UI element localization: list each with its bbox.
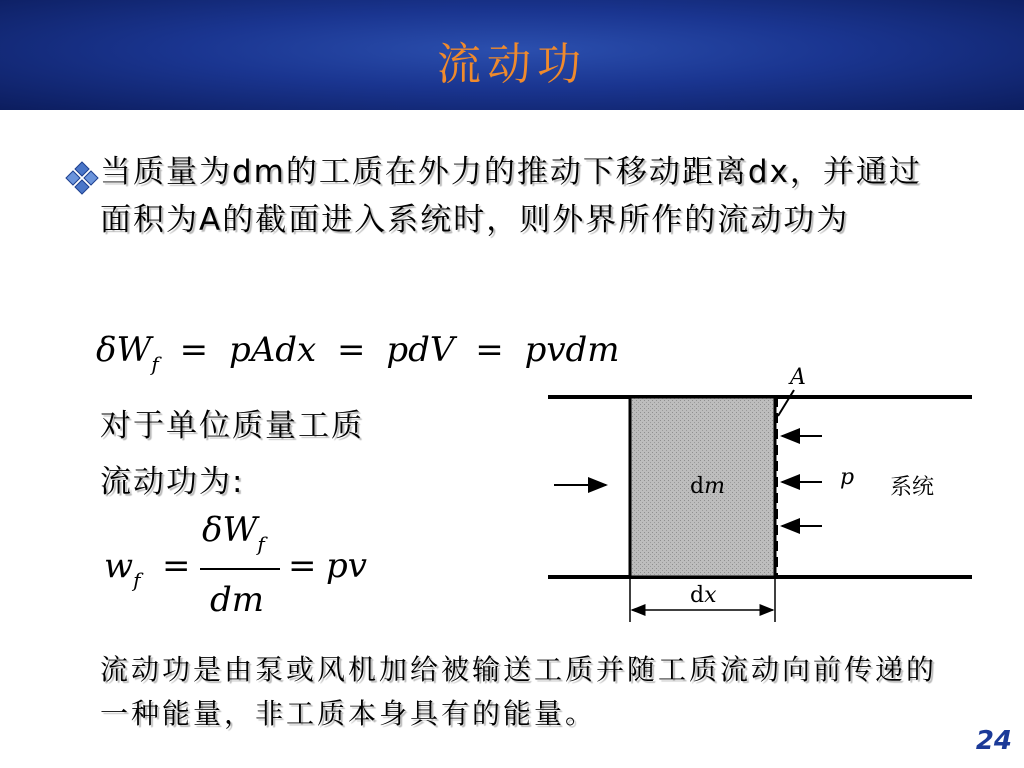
label-dm: dm — [690, 474, 725, 499]
flow-work-diagram — [540, 360, 980, 630]
equals-sign: = — [162, 546, 191, 586]
equals-sign: = — [475, 330, 504, 370]
formula2-denominator: dm — [210, 580, 265, 620]
formula2-numerator: δW — [202, 510, 258, 550]
page-number: 24 — [975, 726, 1012, 756]
formula-subscript-f: f — [151, 352, 159, 376]
unit-mass-text — [100, 398, 480, 510]
formula2-rhs: pv — [326, 546, 367, 586]
formula-term-pdv: pdV — [386, 330, 455, 370]
specific-flow-work-formula — [100, 510, 400, 620]
flow-work-explanation: 流动功是由泵或风机加给被输送工质并随工质流动向前传递的一种能量，非工质本身具有的能量。 — [100, 653, 938, 730]
label-p: p — [840, 465, 855, 490]
bullet-paragraph: 当质量为dm的工质在外力的推动下移动距离dx，并通过面积为A的截面进入系统时，则外界所作的流动功为 — [100, 154, 922, 238]
formula-term-padx: pAdx — [228, 330, 317, 370]
label-dx: dx — [690, 583, 717, 608]
unit-mass-line-1: 对于单位质量工质 — [100, 408, 364, 444]
unit-mass-line-2: 流动功为: — [100, 464, 245, 500]
formula2-w: w — [104, 546, 134, 586]
formula-term-pvdm: pvdm — [524, 330, 620, 370]
label-system: 系统 — [890, 475, 935, 500]
diamond-bullet-icon — [64, 160, 100, 196]
label-a: A — [790, 365, 806, 390]
fraction-bar — [200, 568, 280, 570]
area-a-leader — [778, 390, 794, 416]
formula2-subscript-f: f — [133, 568, 141, 592]
equals-sign: = — [288, 546, 317, 586]
slide-title: 流动功 — [437, 39, 587, 90]
formula-delta-w: δW — [96, 330, 152, 370]
equals-sign: = — [337, 330, 366, 370]
formula2-numerator-subscript: f — [257, 532, 265, 556]
equals-sign: = — [179, 330, 209, 370]
